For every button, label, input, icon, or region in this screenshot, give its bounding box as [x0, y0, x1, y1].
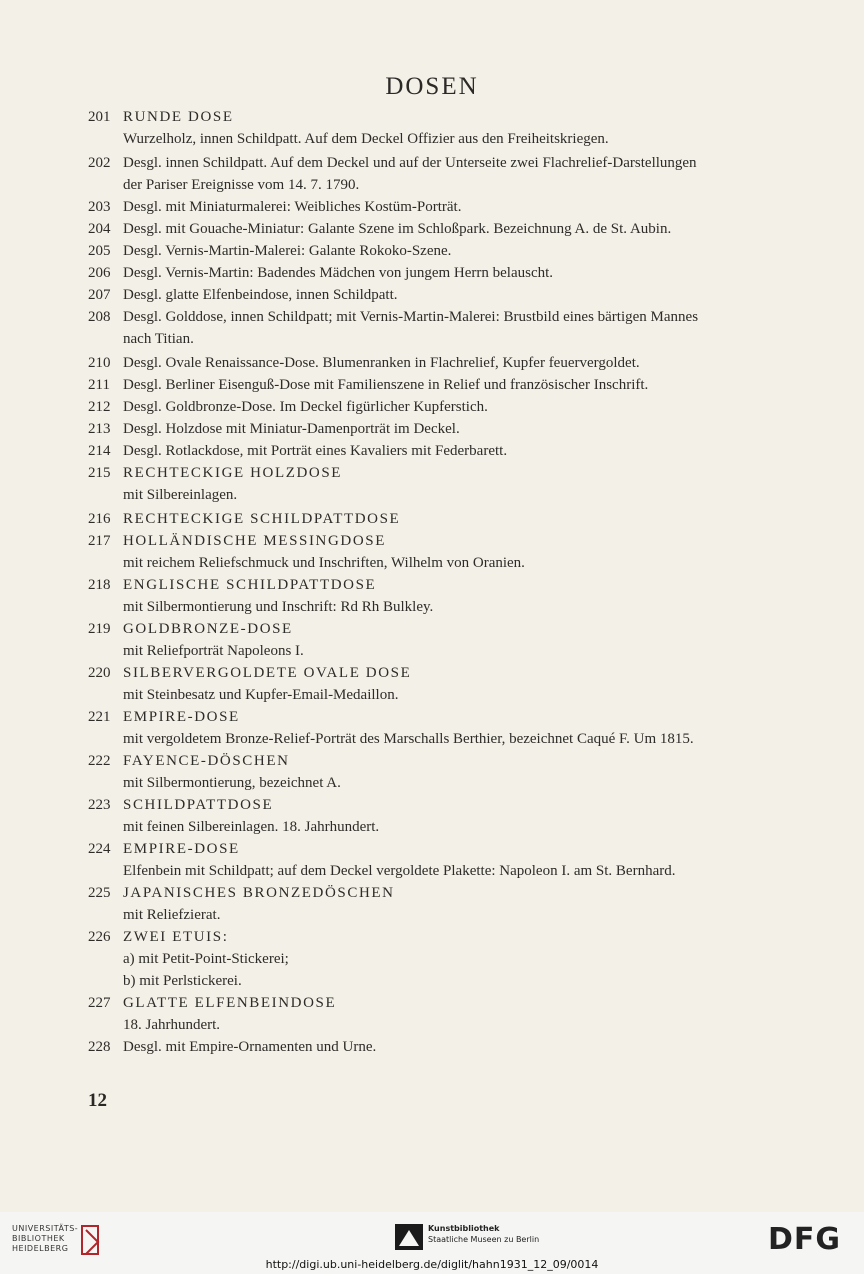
entry-number: 201: [88, 109, 111, 125]
university-logo-icon: [80, 1222, 102, 1258]
catalog-entry: [88, 284, 828, 306]
entry-description: mit Silbermontierung und Inschrift: Rd Rh Bulkley.: [123, 599, 434, 615]
entry-heading: JAPANISCHES BRONZEDÖSCHEN: [123, 885, 395, 901]
entry-number: 215: [88, 465, 111, 481]
entry-heading: Desgl. mit Gouache-Miniatur: Galante Szene im Schloßpark. Bezeichnung A. de St. Aubin.: [123, 221, 672, 237]
kunstbibliothek-logo-icon: [395, 1224, 423, 1250]
entry-description: der Pariser Ereignisse vom 14. 7. 1790.: [123, 177, 360, 193]
entry-number: 223: [88, 797, 111, 813]
entry-number: 211: [88, 377, 110, 393]
entry-number: 203: [88, 199, 111, 215]
entry-description: mit vergoldetem Bronze-Relief-Porträt des Marschalls Berthier, bezeichnet Caqué F. Um 1815.: [123, 731, 694, 747]
entry-number: 220: [88, 665, 111, 681]
entry-number: 206: [88, 265, 111, 281]
catalog-entry: [88, 794, 828, 838]
entry-description: mit Silbereinlagen.: [123, 487, 238, 503]
catalog-entry: [88, 926, 828, 992]
entry-heading: Desgl. Vernis-Martin-Malerei: Galante Rokoko-Szene.: [123, 243, 452, 259]
catalog-entry: [88, 838, 828, 882]
entry-number: 228: [88, 1039, 111, 1055]
catalog-entry: [88, 508, 828, 530]
entry-number: 207: [88, 287, 111, 303]
entry-description: a) mit Petit-Point-Stickerei;: [123, 951, 289, 967]
university-library-logo-text: [12, 1224, 78, 1254]
entry-number: 213: [88, 421, 111, 437]
entry-number: 221: [88, 709, 111, 725]
kunstbibliothek-title: Kunstbibliothek: [428, 1224, 500, 1233]
catalog-entry: [88, 662, 828, 706]
entry-heading: Desgl. mit Empire-Ornamenten und Urne.: [123, 1039, 377, 1055]
entry-heading: Desgl. Rotlackdose, mit Porträt eines Kavaliers mit Federbarett.: [123, 443, 508, 459]
entry-heading: Desgl. innen Schildpatt. Auf dem Deckel und auf der Unterseite zwei Flachrelief-Darstellungen: [123, 155, 697, 171]
university-line: BIBLIOTHEK: [12, 1234, 65, 1243]
entry-heading: FAYENCE-DÖSCHEN: [123, 753, 290, 769]
entry-description: nach Titian.: [123, 331, 194, 347]
page-number: 12: [88, 1090, 107, 1111]
catalog-entry: [88, 750, 828, 794]
entry-description: mit Silbermontierung, bezeichnet A.: [123, 775, 341, 791]
entry-number: 202: [88, 155, 111, 171]
catalog-entry: [88, 218, 828, 240]
catalog-entry: [88, 106, 828, 150]
entry-description: mit Reliefporträt Napoleons I.: [123, 643, 304, 659]
entry-description: b) mit Perlstickerei.: [123, 973, 242, 989]
catalog-entry: [88, 396, 828, 418]
catalog-entry: [88, 462, 828, 506]
entry-number: 225: [88, 885, 111, 901]
dfg-logo: DFG: [768, 1222, 842, 1257]
entry-heading: ENGLISCHE SCHILDPATTDOSE: [123, 577, 377, 593]
entry-description: Wurzelholz, innen Schildpatt. Auf dem Deckel Offizier aus den Freiheitskriegen.: [123, 131, 609, 147]
entry-number: 210: [88, 355, 111, 371]
catalog-entry: [88, 992, 828, 1036]
entry-number: 208: [88, 309, 111, 325]
entry-heading: SCHILDPATTDOSE: [123, 797, 274, 813]
entry-heading: EMPIRE-DOSE: [123, 709, 240, 725]
entry-number: 214: [88, 443, 111, 459]
entry-number: 226: [88, 929, 111, 945]
entry-number: 222: [88, 753, 111, 769]
entry-heading: Desgl. Golddose, innen Schildpatt; mit Vernis-Martin-Malerei: Brustbild eines bärtigen Mannes: [123, 309, 699, 325]
catalog-entry: [88, 882, 828, 926]
entry-description: 18. Jahrhundert.: [123, 1017, 221, 1033]
entry-heading: Desgl. Goldbronze-Dose. Im Deckel figürlicher Kupferstich.: [123, 399, 488, 415]
entry-number: 212: [88, 399, 111, 415]
page-title: DOSEN: [385, 73, 479, 100]
entry-heading: RUNDE DOSE: [123, 109, 234, 125]
entry-number: 218: [88, 577, 111, 593]
entry-description: mit Steinbesatz und Kupfer-Email-Medaillon.: [123, 687, 399, 703]
entry-heading: SILBERVERGOLDETE OVALE DOSE: [123, 665, 412, 681]
entry-number: 224: [88, 841, 111, 857]
catalog-entry: [88, 440, 828, 462]
entry-description: mit feinen Silbereinlagen. 18. Jahrhundert.: [123, 819, 380, 835]
catalog-entry: [88, 706, 828, 750]
catalog-entry: [88, 618, 828, 662]
entry-heading: Desgl. mit Miniaturmalerei: Weibliches Kostüm-Porträt.: [123, 199, 462, 215]
catalog-entry: [88, 418, 828, 440]
catalog-entry: [88, 240, 828, 262]
kunstbibliothek-subtitle: Staatliche Museen zu Berlin: [428, 1235, 540, 1244]
entry-description: Elfenbein mit Schildpatt; auf dem Deckel vergoldete Plakette: Napoleon I. am St. Bernhard.: [123, 863, 676, 879]
viewer-footer: [0, 1212, 864, 1274]
entry-description: mit Reliefzierat.: [123, 907, 221, 923]
entry-heading: Desgl. Holzdose mit Miniatur-Damenporträt im Deckel.: [123, 421, 460, 437]
entry-heading: Desgl. Ovale Renaissance-Dose. Blumenranken in Flachrelief, Kupfer feuervergoldet.: [123, 355, 640, 371]
entry-heading: Desgl. Vernis-Martin: Badendes Mädchen von jungem Herrn belauscht.: [123, 265, 554, 281]
entry-heading: GLATTE ELFENBEINDOSE: [123, 995, 337, 1011]
entry-heading: HOLLÄNDISCHE MESSINGDOSE: [123, 533, 386, 549]
permalink-url[interactable]: http://digi.ub.uni-heidelberg.de/diglit/hahn1931_12_09/0014: [265, 1258, 599, 1271]
entry-heading: Desgl. glatte Elfenbeindose, innen Schildpatt.: [123, 287, 398, 303]
entry-heading: Desgl. Berliner Eisenguß-Dose mit Familienszene in Relief und französischer Inschrift.: [123, 377, 649, 393]
kunstbibliothek-label: [428, 1223, 539, 1245]
catalog-entry: [88, 152, 828, 196]
catalog-entry: [88, 574, 828, 618]
university-line: UNIVERSITÄTS-: [12, 1224, 79, 1233]
entry-description: mit reichem Reliefschmuck und Inschriften, Wilhelm von Oranien.: [123, 555, 525, 571]
entry-number: 217: [88, 533, 111, 549]
entry-number: 216: [88, 511, 111, 527]
entry-number: 227: [88, 995, 111, 1011]
entry-heading: EMPIRE-DOSE: [123, 841, 240, 857]
catalog-entry: [88, 262, 828, 284]
entry-number: 204: [88, 221, 111, 237]
entry-number: 205: [88, 243, 111, 259]
catalog-entry: [88, 374, 828, 396]
catalog-entry: [88, 196, 828, 218]
catalog-entry: [88, 306, 828, 350]
catalog-entry: [88, 1036, 828, 1058]
entry-heading: RECHTECKIGE SCHILDPATTDOSE: [123, 511, 401, 527]
entry-heading: ZWEI ETUIS:: [123, 929, 229, 945]
entry-heading: RECHTECKIGE HOLZDOSE: [123, 465, 343, 481]
university-line: HEIDELBERG: [12, 1244, 69, 1253]
entry-heading: GOLDBRONZE-DOSE: [123, 621, 293, 637]
entry-number: 219: [88, 621, 111, 637]
catalog-entry: [88, 352, 828, 374]
catalog-entry: [88, 530, 828, 574]
